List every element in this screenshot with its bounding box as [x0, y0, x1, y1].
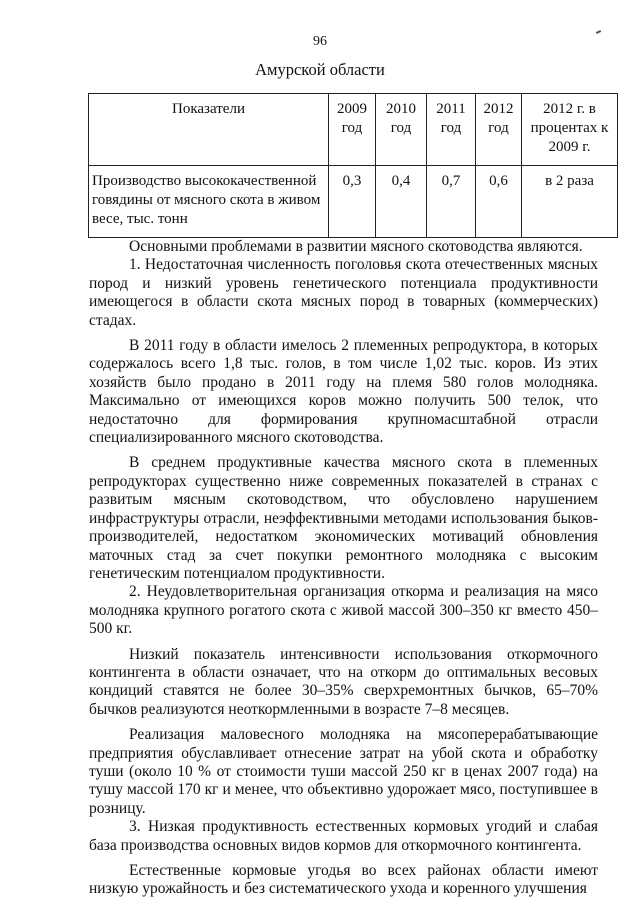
cell-2010: 0,4 [376, 166, 427, 238]
paragraph-fattening: Низкий показатель интенсивности использования откормочного контингента в области означает, что на откорм до оптимальных весовых кондиций ставятся не более 30–35% сверхремонтных бычков, 65–70% бычков реализуются неоткормленными в возрасте 7–8 месяцев. [89, 645, 598, 718]
table-header-row [89, 94, 618, 166]
header-percent: 2012 г. в процентах к 2009 г. [522, 94, 618, 166]
row-label: Производство высококачественной говядины от мясного скота в живом весе, тыс. тонн [89, 166, 329, 238]
paragraph-intro: Основными проблемами в развитии мясного скотоводства являются. [129, 238, 583, 255]
cell-2012: 0,6 [476, 166, 522, 238]
paragraph-problem-3: 3. Низкая продуктивность естественных кормовых угодий и слабая база производства основных видов кормов для откормочного контингента. [89, 818, 598, 854]
paragraph-problem-2: 2. Неудовлетворительная организация откорма и реализация на мясо молодняка крупного рогатого скота с живой массой 300–350 кг вместо 450–500 кг. [89, 583, 598, 638]
header-2009: 2009 год [329, 94, 376, 166]
cell-2011: 0,7 [427, 166, 476, 238]
paragraph-problem-1: 1. Недостаточная численность поголовья скота отечественных мясных пород и низкий уровень генетического потенциала продуктивности имеющегося в области скота мясных пород в товарных (коммерческих) стадах. [89, 256, 598, 329]
cell-percent: в 2 раза [522, 166, 618, 238]
page-number: 96 [313, 34, 327, 49]
header-2011: 2011 год [427, 94, 476, 166]
paragraph-sales: Реализация маловесного молодняка на мясоперерабатывающие предприятия обуславливает отнесение затрат на убой скота и обработку туши (около 10 % от стоимости туши массой 250 кг в ценах 2007 года) на тушу массой 170 кг и менее, что объективно удорожает мясо, поступившее в розницу. [89, 726, 598, 817]
paragraph-productivity: В среднем продуктивные качества мясного скота в племенных репродукторах существенно ниже современных показателей в странах с развитым мясным скотоводством, что обусловлено нарушением инфраструктуры отрасли, неэффективными методами использования быков-производителей, недостатком экономических мотиваций обновления маточных стад за счет покупки ремонтного молодняка с высоким генетическим потенциалом продуктивности. [89, 454, 598, 582]
indicator-table [88, 93, 618, 238]
body-text [89, 238, 598, 899]
cell-2009: 0,3 [329, 166, 376, 238]
header-indicators: Показатели [89, 94, 329, 166]
header-2010: 2010 год [376, 94, 427, 166]
paragraph-breeders: В 2011 году в области имелось 2 племенных репродуктора, в которых содержалось всего 1,8 тыс. голов, в том числе 1,02 тыс. коров. Из этих хозяйств было продано в 2011 году на племя 580 голов молодняка. Максимально от имеющихся коров можно получить 500 телок, что недостаточно для формирования крупномасштабной отрасли специализированного мясного скотоводства. [89, 337, 598, 447]
paragraph-pastures: Естественные кормовые угодья во всех районах области имеют низкую урожайность и без систематического ухода и коренного улучшения [89, 862, 598, 898]
header-2012: 2012 год [476, 94, 522, 166]
table-row [89, 166, 618, 238]
table-caption: Амурской области [255, 60, 385, 79]
